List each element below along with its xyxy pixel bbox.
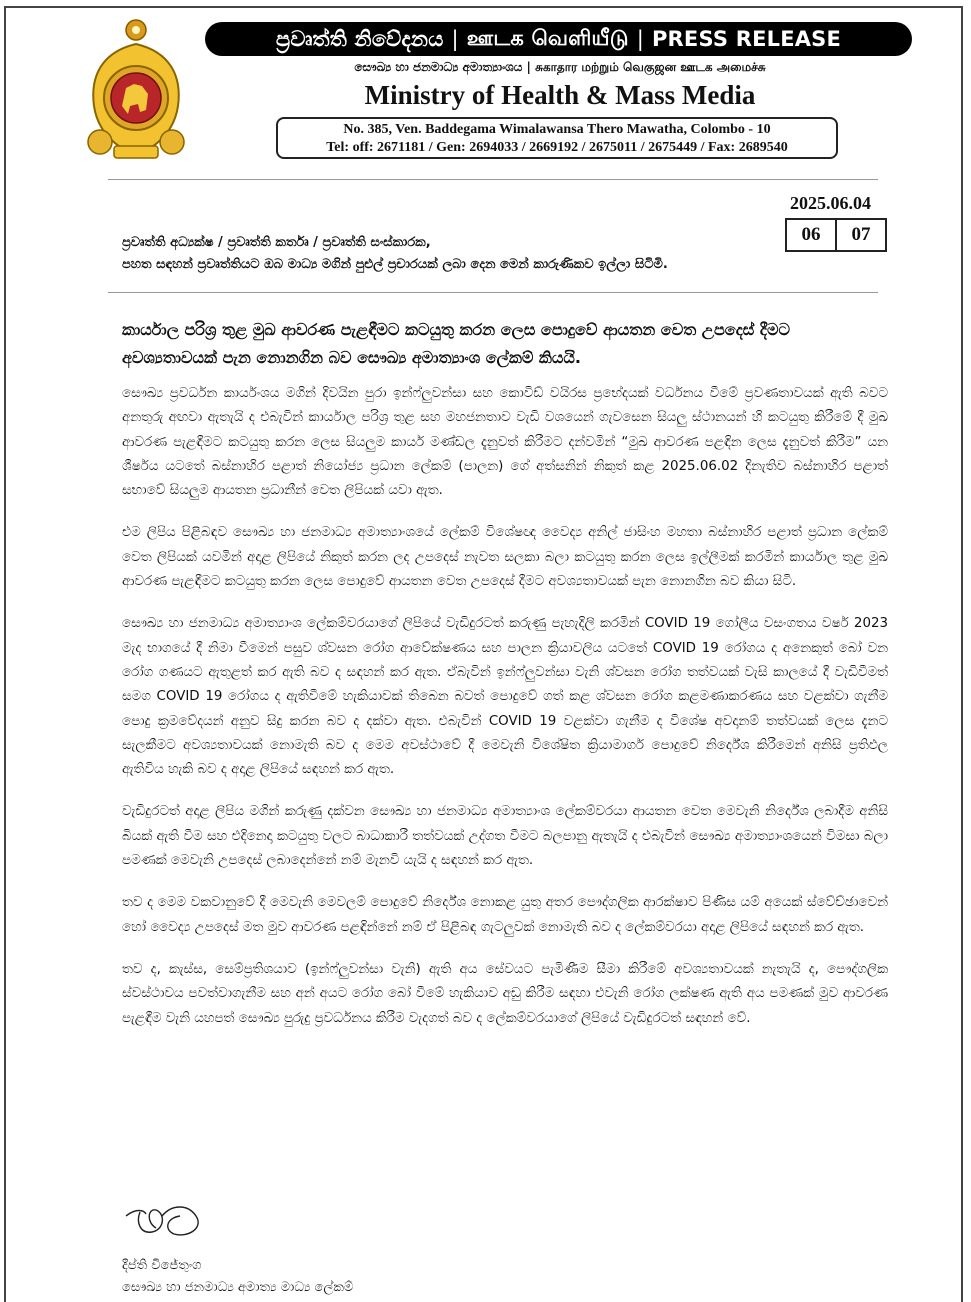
title-english: PRESS RELEASE <box>651 27 842 51</box>
paragraph: සෞඛ්‍ය හා ජනමාධ්‍ය අමාත්‍යාංශ ලේකම්වරයාගේ ලිපියේ වැඩිදුරටත් කරුණු පැහැදිලි කරමින් COVID 19 ගෝලීය වසංගතය වර්ෂ 2023 මැද භාගයේ දී නිමා වීමෙන් පසුව ශ්වසන රෝග ආවේක්ෂණය සහ පාලන ක්‍රියාවලිය යටතේ COVID 19 රෝගය ද අනෙකුත් බෝ වන රෝග ගණයට ඇතුළත් කර ඇති බව ද සඳහන් කර ඇත. ඒබැවින් ඉන්ෆ්ලුවන්සා වැනි ශ්වසන රෝග තත්වයක් වැසි කාලයේ දී වැඩිවීමත් සමග COVID 19 රෝගය ද ඇතිවීමේ හැකියාවක් තිබෙන බවත් පොදුවේ ගත් කළ ශ්වසන රෝග කළමණාකරණය සහ වළක්වා ගැනීම පොදු ක්‍රමවේදයන් අනුව සිදු කරන බව ද දක්වා ඇත. එබැවින් COVID 19 වළක්වා ගැනීම ද විශේෂ අවදානම් තත්වයක් ලෙස දැනට සැලකීමට අවශ්‍යතාවයක් නොමැති බව ද මෙම අවස්ථාවේ දී මෙවැනි විශේෂිත ක්‍රියාමාර්ග පොදුවේ නිර්දේශ කිරීමෙන් අනිසි ප්‍රතිඵල ඇතිවිය හැකි බව ද අදාළ ලිපියේ සඳහන් කර ඇත. <box>122 616 888 778</box>
phone-line: Tel: off: 2671181 / Gen: 2694033 / 2669192 / 2675011 / 2675449 / Fax: 2689540 <box>326 140 788 155</box>
sub-tamil: சுகாதார மற்றும் வெகுஜன ஊடக அமைச்சு <box>535 60 766 74</box>
signer-name: දීප්ති විජේතුංග <box>122 1258 202 1273</box>
paragraph: වැඩිදුරටත් අදාළ ලිපිය මගින් කරුණු දක්වන සෞඛ්‍ය හා ජනමාධ්‍ය අමාත්‍යාංශ ලේකම්වරයා ආයතන වෙත මෙවැනි නිර්දේශ ලබාදීම අනිසි බියක් ඇති වීම සහ එදිනෙදා කටයුතු වලට බාධාකාරී තත්වයක් උද්ගත වීමට බලපානු ඇතැයි ද එබැවින් සෞඛ්‍ය අමාත්‍යාංශයෙන් විමසා බලා පමණක් මෙවැනි උපදෙස් ලබාදෙන්නේ නම් මැනවි යැයි ද සඳහන් කර ඇත. <box>122 804 888 869</box>
title-tamil: ஊடக வெளியீடு <box>466 25 629 50</box>
signature-image <box>122 1198 222 1242</box>
sub-separator: | <box>526 60 536 74</box>
section-divider <box>108 292 878 293</box>
signer-title: සෞඛ්‍ය හා ජනමාධ්‍ය අමාත්‍ය මාධ්‍ය ලේකම් <box>122 1280 354 1295</box>
title-sinhala: ප්‍රවෘත්ති නිවේදනය <box>275 26 444 51</box>
paragraph: තව ද, කැස්ස, සෙම්ප්‍රතිශයාව (ඉන්ෆ්ලුවන්සා වැනි) ඇති අය සේවයට පැමිණීම සීමා කිරීමේ අවශ්‍යතාවයක් නැතැයි ද, පෞද්ගලික ස්වස්ථාවය පවත්වාගැනීම සහ අන් අයට රෝග බෝ වීමේ හැකියාව අඩු කිරීම සඳහා එවැනි රෝග ලක්ෂණ ඇති අය පමණක් මුව ආවරණ පැළඳීම වැනි යහපත් සෞඛ්‍ය පුරුදු ප්‍රවර්ධනය කිරීම වැදගත් බව ද ලේකම්වරයාගේ ලිපියේ වැඩිදුරටත් සඳහන් වේ. <box>122 961 889 1026</box>
body-text <box>122 382 888 1049</box>
press-release-banner <box>205 22 912 56</box>
sri-lanka-emblem-icon <box>82 14 190 164</box>
headline: කාර්යාල පරිශ්‍ර තුළ මුඛ ආවරණ පැළඳීමට කටයුතු කරන ලෙස පොදුවේ ආයතන වෙත උපදෙස් දීමට අවශ්‍යතාවයක් පැන නොනගින බව සෞඛ්‍ය අමාත්‍යාංශ ලේකම් කියයි. <box>122 320 790 367</box>
paragraph: තව ද මෙම වකවානුවේ දී මෙවැනි මෙවලම් පොදුවේ නිර්දේශ නොකළ යුතු අතර පෞද්ගලික ආරක්ෂාව පිණිස යම් අයෙක් ස්වේච්ඡාවෙන් හෝ වෛද්‍ය උපදෙස් මත මුව ආවරණ පළඳින්නේ නම් ඒ පිළිබඳ ගැටලුවක් නොමැති බව ද ලේකම්වරයා අදාළ ලිපියේ සඳහන් කර ඇත. <box>122 895 888 935</box>
release-date: 2025.06.04 <box>790 193 871 213</box>
title-separator: | <box>451 27 459 51</box>
addressee-line-1: ප්‍රවෘත්ති අධ්‍යක්ෂ / ප්‍රවෘත්ති කර්තෘ / ප්‍රවෘත්ති සංස්කාරක, <box>122 235 431 250</box>
ref-month: 06 <box>787 220 837 250</box>
signer-block <box>122 1255 353 1299</box>
ministry-subline <box>240 60 880 76</box>
paragraph: එම ලිපිය පිළිබඳව සෞඛ්‍ය හා ජනමාධ්‍ය අමාත්‍යාංශයේ ලේකම් විශේෂඥ වෛද්‍ය අනිල් ජාසිංහ මහතා බස්නාහිර පළාත් ප්‍රධාන ලේකම් වෙත ලිපියක් යවමින් අදාළ ලිපියේ නිකුත් කරන ලද උපදෙස් නැවත සලකා බලා කටයුතු කරන ලෙස ඉල්ලීමක් කරමින් කාර්යාල තුළ මුඛ ආවරණ පැළඳීමට කටයුතු කරන ලෙස පොදුවේ ආයතන වෙත උපදෙස් දීමට අවශ්‍යතාවයක් පැන නොනගින බව කියා සිටි. <box>122 525 888 590</box>
ministry-name: Ministry of Health & Mass Media <box>364 80 756 110</box>
addressee-block <box>122 232 802 276</box>
header-divider <box>108 179 878 180</box>
title-separator: | <box>636 27 644 51</box>
address-box <box>276 117 838 159</box>
addressee-line-2: පහත සඳහන් ප්‍රවෘත්තියට ඔබ මාධ්‍ය මගින් පුළුල් ප්‍රචාරයක් ලබා දෙන මෙන් කාරුණිකව ඉල්ලා සිටිමි. <box>122 257 668 272</box>
sub-sinhala: සෞඛ්‍ය හා ජනමාධ්‍ය අමාත්‍යාංශය <box>354 60 523 74</box>
address-line: No. 385, Ven. Baddegama Wimalawansa Thero Mawatha, Colombo - 10 <box>343 122 771 137</box>
paragraph: සෞඛ්‍ය ප්‍රවර්ධන කාර්යංශය මගින් දිවයින පුරා ඉන්ෆ්ලුවන්සා සහ කොවිඩ් වයිරස ප්‍රභේදයක් වර්ධනය වීමේ ප්‍රවණතාවයක් ඇති බවට අනතුරු අඟවා ඇතැයි ද එබැවින් කාර්යාල පරිශ්‍ර තුළ සහ මහජනතාව වැඩි වශයෙන් ගැවසෙන සියලු ස්ථානයන් හි කටයුතු කිරීමේ දී මුඛ ආවරණ පැළඳීමට කටයුතු කරන ලෙස සියලුම කාර්ය මණ්ඩල දැනුවත් කිරීමට දන්වමින් “මුඛ ආවරණ පළඳින ලෙස දැනුවත් කිරීම” යන ශීර්ෂය යටතේ බස්නාහිර පළාත් නියෝජ්‍ය ප්‍රධාන ලේකම් (පාලන) ගේ අත්සනින් නිකුත් කළ 2025.06.02 දිනැතිව බස්නාහිර පළාත් සභාවේ සියලුම ආයතන ප්‍රධානීන් වෙත ලිපියක් යවා ඇත. <box>122 386 888 499</box>
ref-number: 07 <box>851 224 871 245</box>
